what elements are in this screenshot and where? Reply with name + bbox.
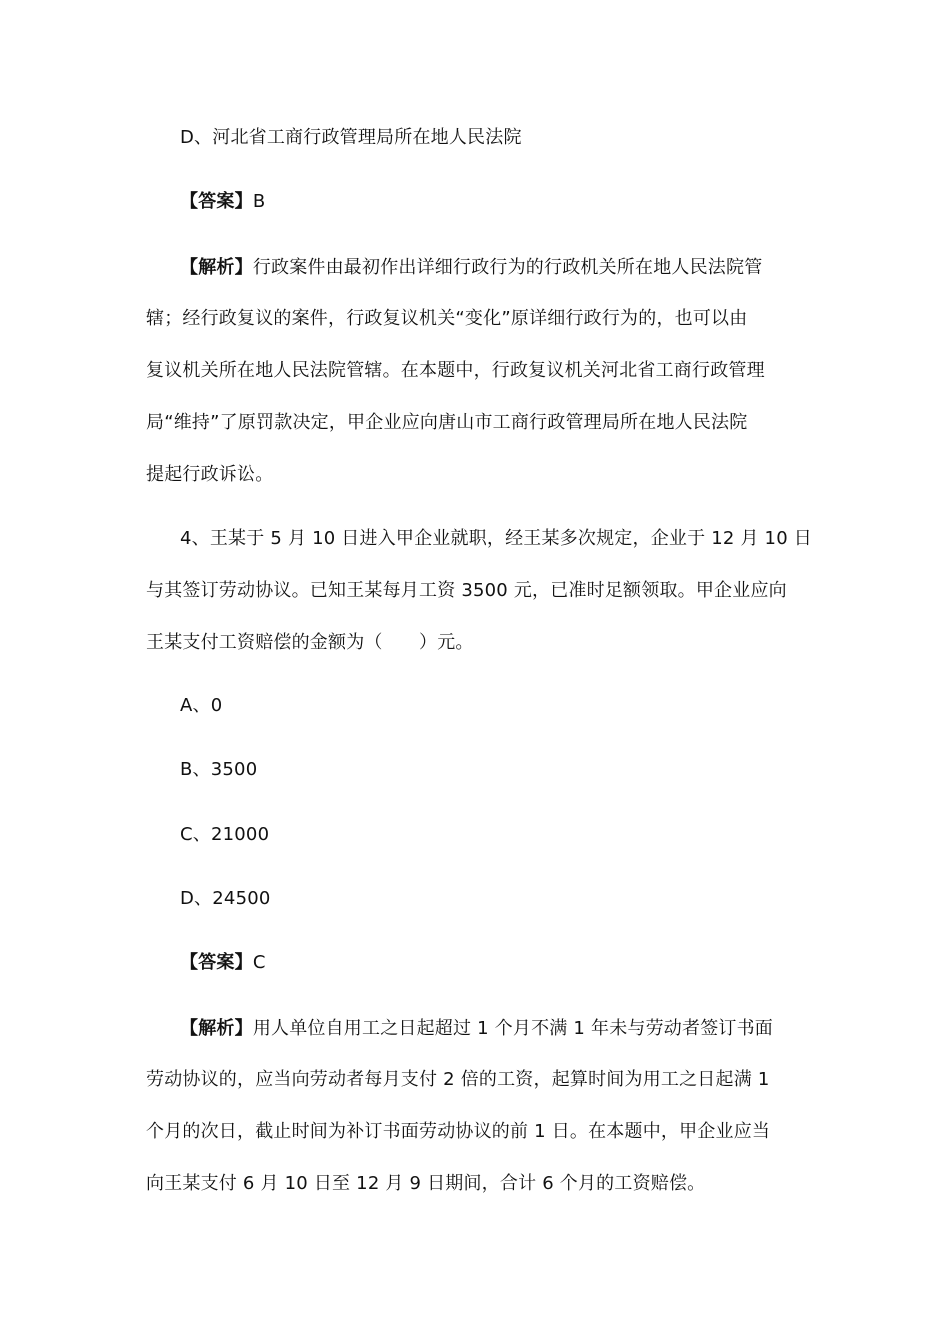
answer-value: C <box>252 952 266 973</box>
q4-option-c: C、21000 <box>180 824 270 845</box>
q4-option-d: D、24500 <box>180 888 271 909</box>
q3-analysis-line-1 <box>180 256 762 280</box>
q3-answer <box>180 190 265 214</box>
q3-analysis-line-3: 复议机关所在地人民法院管辖。在本题中，行政复议机关河北省工商行政管理 <box>146 360 765 381</box>
analysis-label: 【解析】 <box>180 1018 253 1039</box>
answer-label: 【答案】 <box>180 191 253 212</box>
answer-label: 【答案】 <box>180 952 253 973</box>
analysis-text: 用人单位自用工之日起超过 1 个月不满 1 年未与劳动者签订书面 <box>252 1018 774 1039</box>
q4-analysis-line-4: 向王某支付 6 月 10 日至 12 月 9 日期间，合计 6 个月的工资赔偿。 <box>146 1173 706 1194</box>
q4-stem-line-3: 王某支付工资赔偿的金额为（ ）元。 <box>146 632 474 653</box>
q4-answer <box>180 951 266 975</box>
q3-analysis-line-5: 提起行政诉讼。 <box>146 464 274 485</box>
q3-analysis-line-4: 局“维持”了原罚款决定，甲企业应向唐山市工商行政管理局所在地人民法院 <box>146 412 748 433</box>
q4-option-a: A、0 <box>180 695 223 716</box>
analysis-text: 行政案件由最初作出详细行政行为的行政机关所在地人民法院管 <box>252 257 763 278</box>
q4-analysis-line-3: 个月的次日，截止时间为补订书面劳动协议的前 1 日。在本题中，甲企业应当 <box>146 1121 771 1142</box>
analysis-label: 【解析】 <box>180 257 253 278</box>
q4-stem-line-2: 与其签订劳动协议。已知王某每月工资 3500 元，已准时足额领取。甲企业应向 <box>146 580 787 601</box>
q3-analysis-line-2: 辖；经行政复议的案件，行政复议机关“变化”原详细行政行为的，也可以由 <box>146 308 748 329</box>
q4-option-b: B、3500 <box>180 759 258 780</box>
q4-analysis-line-2: 劳动协议的，应当向劳动者每月支付 2 倍的工资，起算时间为用工之日起满 1 <box>146 1069 770 1090</box>
q4-analysis-line-1 <box>180 1017 773 1041</box>
q4-stem-line-1: 4、王某于 5 月 10 日进入甲企业就职，经王某多次规定，企业于 12 月 10 日 <box>180 528 812 549</box>
answer-value: B <box>252 191 266 212</box>
q3-option-d: D、河北省工商行政管理局所在地人民法院 <box>180 127 522 148</box>
